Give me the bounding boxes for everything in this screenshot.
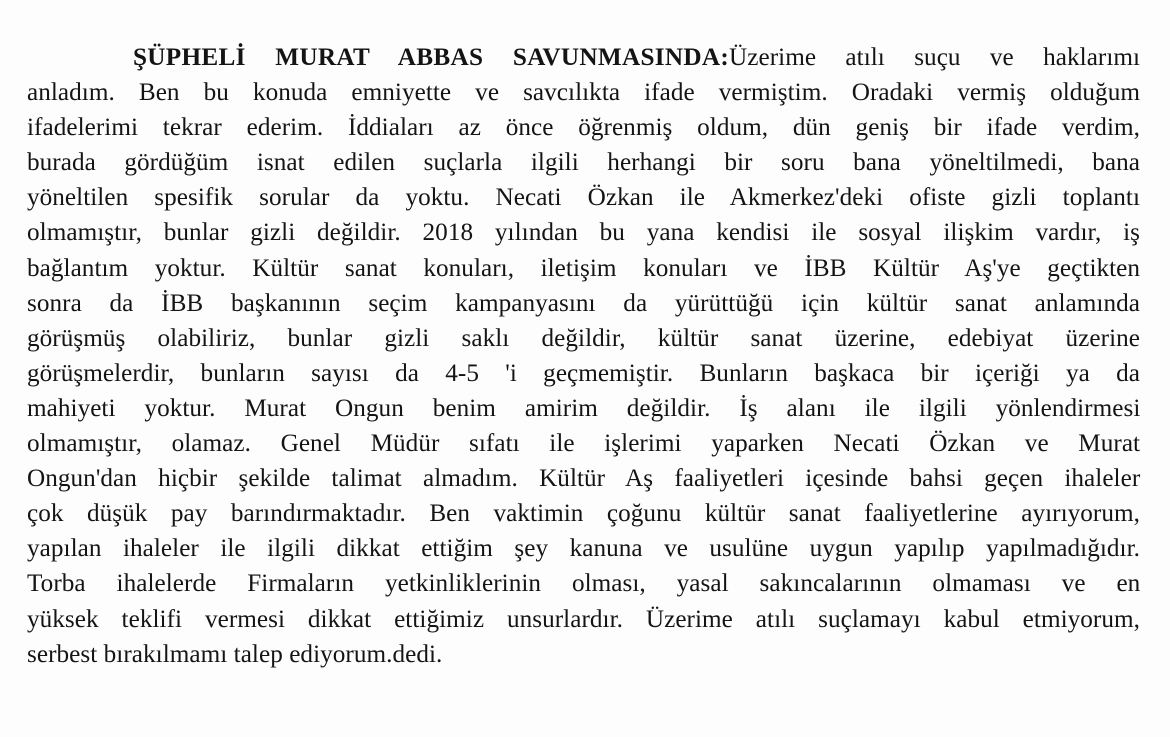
statement-line-4: burada gördüğüm isnat edilen suçlarla ilgili herhangi bir soru bana yöneltilmedi, bana [27, 149, 1140, 177]
statement-line-12: olmamıştır, olamaz. Genel Müdür sıfatı ile işlerimi yaparken Necati Özkan ve Murat [27, 430, 1141, 458]
statement-line-3: ifadelerimi tekrar ederim. İddiaları az önce öğrenmiş oldum, dün geniş bir ifade verdim, [27, 114, 1140, 142]
statement-line-5: yöneltilen spesifik sorular da yoktu. Necati Özkan ile Akmerkez'deki ofiste gizli toplantı [27, 184, 1140, 212]
statement-line-9: görüşmüş olabiliriz, bunlar gizli saklı değildir, kültür sanat üzerine, edebiyat üzerine [27, 324, 1140, 352]
statement-line-11: mahiyeti yoktur. Murat Ongun benim amirim değildir. İş alanı ile ilgili yönlendirmesi [27, 394, 1141, 422]
statement-line-text: Üzerime atılı suçu ve haklarımı [729, 44, 1141, 71]
statement-text [27, 40, 1140, 672]
suspect-defense-heading: ŞÜPHELİ MURAT ABBAS SAVUNMASINDA: [133, 44, 730, 71]
statement-line-7: bağlantım yoktur. Kültür sanat konuları, iletişim konuları ve İBB Kültür Aş'ye geçtikten [27, 254, 1141, 282]
statement-line-17: yüksek teklifi vermesi dikkat ettiğimiz unsurlardır. Üzerime atılı suçlamayı kabul etmiyorum, [27, 605, 1140, 633]
statement-line-13: Ongun'dan hiçbir şekilde talimat almadım. Kültür Aş faaliyetleri içesinde bahsi geçen ihaleler [27, 465, 1141, 493]
statement-line-8: sonra da İBB başkanının seçim kampanyasını da yürüttüğü için kültür sanat anlamında [27, 289, 1140, 317]
statement-line-16: Torba ihalelerde Firmaların yetkinliklerinin olması, yasal sakıncalarının olmaması ve en [27, 570, 1141, 598]
statement-line-18: serbest bırakılmamı talep ediyorum.dedi. [27, 640, 443, 668]
statement-line-15: yapılan ihaleler ile ilgili dikkat ettiğim şey kanuna ve usulüne uygun yapılıp yapılmadığıdır. [27, 535, 1140, 563]
statement-line-2: anladım. Ben bu konuda emniyette ve savcılıkta ifade vermiştim. Oradaki vermiş olduğum [27, 79, 1140, 107]
statement-line-14: çok düşük pay barındırmaktadır. Ben vaktimin çoğunu kültür sanat faaliyetlerine ayırıyorum, [27, 500, 1140, 528]
statement-line-6: olmamıştır, bunlar gizli değildir. 2018 yılından bu yana kendisi ile sosyal ilişkim vardır, iş [27, 219, 1140, 247]
statement-line-10: görüşmelerdir, bunların sayısı da 4-5 'i geçmemiştir. Bunların başkaca bir içeriği ya da [27, 359, 1140, 387]
statement-line-1 [27, 40, 1140, 75]
